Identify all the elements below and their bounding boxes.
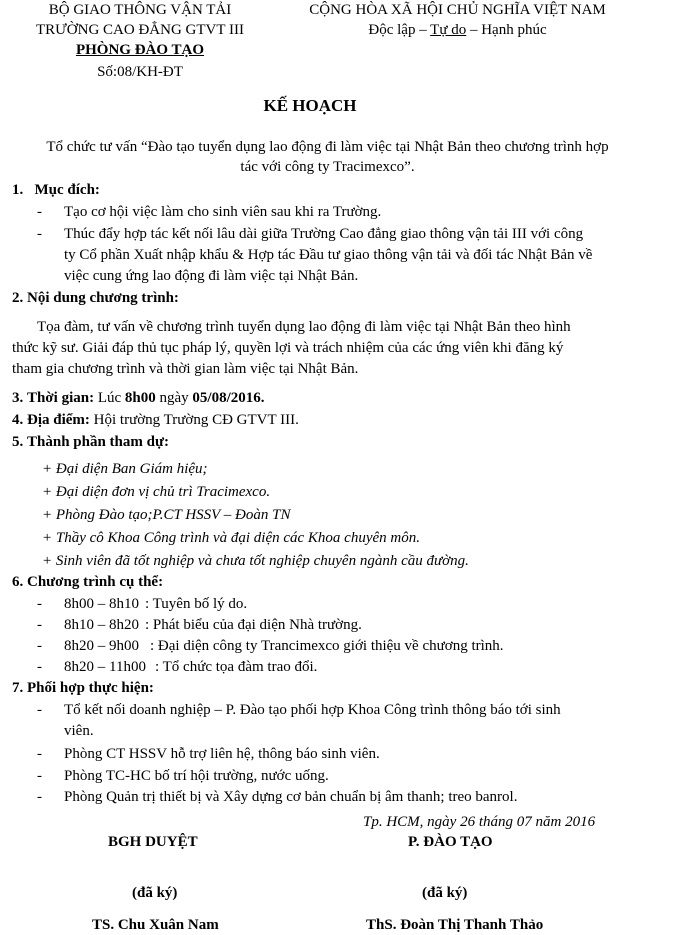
subtitle-line-2: tác với công ty Tracimexco”. (240, 159, 415, 175)
section-number: 7. (12, 680, 24, 696)
task-dash: - (37, 702, 42, 718)
section-number: 6. (12, 574, 24, 590)
attendee-item: + Đại diện Ban Giám hiệu; (42, 461, 208, 477)
page-title: KẾ HOẠCH (263, 96, 357, 115)
paragraph-line: tham gia chương trình và thời gian làm việc tại Nhật Bản. (12, 361, 359, 377)
task-text: viên. (64, 723, 94, 739)
list-item: - (37, 204, 42, 220)
paragraph-line: Tọa đàm, tư vấn về chương trình tuyển dụng lao động đi làm việc tại Nhật Bản theo hình (37, 319, 571, 335)
section-number: 4. (12, 412, 24, 428)
approver-signed: (đã ký) (132, 885, 178, 901)
section-6-heading (12, 572, 163, 592)
section-2-heading (12, 288, 179, 308)
place-date: Tp. HCM, ngày 26 tháng 07 năm 2016 (363, 814, 596, 830)
list-item-text: Tạo cơ hội việc làm cho sinh viên sau khi ra Trường. (64, 204, 382, 220)
section-title: Phối hợp thực hiện: (27, 680, 154, 696)
section-number: 3. (12, 390, 24, 406)
motto-part-1: Độc lập – (368, 22, 431, 38)
section-number: 2. (12, 290, 24, 306)
schedule-desc: : Phát biểu của đại diện Nhà trường. (145, 617, 362, 633)
section-title: Thành phần tham dự: (27, 434, 169, 450)
task-dash: - (37, 789, 42, 805)
schedule-time: 8h10 – 8h20 (64, 617, 139, 633)
section-title: Địa điểm: (27, 412, 90, 428)
list-item-text: Thúc đẩy hợp tác kết nối lâu dài giữa Trường Cao đẳng giao thông vận tải III với công (64, 226, 584, 242)
task-text: Phòng CT HSSV hỗ trợ liên hệ, thông báo sinh viên. (64, 746, 380, 762)
section-number: 5. (12, 434, 24, 450)
task-text: Phòng TC-HC bố trí hội trường, nước uống. (64, 768, 329, 784)
attendee-item: + Phòng Đào tạo;P.CT HSSV – Đoàn TN (42, 507, 291, 523)
attendee-item: + Sinh viên đã tốt nghiệp và chưa tốt nghiệp chuyên ngành cầu đường. (42, 553, 469, 569)
nation-name: CỘNG HÒA XÃ HỘI CHỦ NGHĨA VIỆT NAM (309, 2, 606, 18)
task-text: Phòng Quản trị thiết bị và Xây dựng cơ bản chuẩn bị âm thanh; treo banrol. (64, 789, 518, 805)
task-text: Tổ kết nối doanh nghiệp – P. Đào tạo phối hợp Khoa Công trình thông báo tới sinh (64, 702, 561, 718)
time-prefix: Lúc (94, 390, 125, 406)
schedule-dash: - (37, 596, 42, 612)
schedule-time: 8h20 – 9h00 (64, 638, 139, 654)
department-signer-title: P. ĐÀO TẠO (408, 834, 493, 850)
ministry-name: BỘ GIAO THÔNG VẬN TẢI (48, 2, 232, 18)
schedule-dash: - (37, 617, 42, 633)
event-location: Hội trường Trường CĐ GTVT III. (89, 412, 299, 428)
event-time: 8h00 (124, 390, 156, 406)
motto-part-3: – Hạnh phúc (466, 22, 547, 38)
section-1-heading (12, 180, 100, 200)
section-number: 1. (12, 182, 24, 198)
schedule-dash: - (37, 659, 42, 675)
approver-name: TS. Chu Xuân Nam (92, 917, 219, 933)
department-signer-name: ThS. Đoàn Thị Thanh Thảo (366, 917, 544, 933)
section-title: Mục đích: (34, 182, 100, 198)
section-7-heading (12, 678, 154, 698)
school-name: TRƯỜNG CAO ĐẲNG GTVT III (35, 22, 244, 38)
event-date: 05/08/2016. (192, 390, 265, 406)
task-dash: - (37, 768, 42, 784)
subtitle-line-1: Tổ chức tư vấn “Đào tạo tuyển dụng lao động đi làm việc tại Nhật Bản theo chương trình hợp (46, 139, 609, 155)
attendee-item: + Thầy cô Khoa Công trình và đại diện các Khoa chuyên môn. (42, 530, 420, 546)
department-signed: (đã ký) (422, 885, 468, 901)
header-left (10, 0, 270, 82)
schedule-time: 8h20 – 11h00 (64, 659, 146, 675)
list-item-text: ty Cổ phần Xuất nhập khẩu & Hợp tác Đầu tư giao thông vận tải và đối tác Nhật Bản về (64, 247, 593, 263)
schedule-desc: : Tuyên bố lý do. (145, 596, 248, 612)
document-number: Số:08/KH-ĐT (97, 64, 183, 80)
section-title: Thời gian: (27, 390, 95, 406)
list-item-text: việc cung ứng lao động đi làm việc tại Nhật Bản. (64, 268, 359, 284)
date-prefix: ngày (155, 390, 193, 406)
attendee-item: + Đại diện đơn vị chủ trì Tracimexco. (42, 484, 271, 500)
section-title: Nội dung chương trình: (27, 290, 179, 306)
motto-part-2: Tự do (430, 22, 467, 38)
paragraph-line: thức kỹ sư. Giải đáp thủ tục pháp lý, quyền lợi và trách nhiệm của các ứng viên khi đăng ký (12, 340, 564, 356)
department-name: PHÒNG ĐÀO TẠO (75, 42, 205, 58)
section-5-heading (12, 432, 169, 452)
list-item: - (37, 226, 42, 242)
header-right (285, 0, 630, 40)
motto (285, 20, 630, 40)
schedule-time: 8h00 – 8h10 (64, 596, 139, 612)
section-3-heading (12, 388, 265, 408)
approver-title: BGH DUYỆT (108, 834, 198, 850)
section-title: Chương trình cụ thể: (27, 574, 164, 590)
schedule-dash: - (37, 638, 42, 654)
schedule-desc: : Đại diện công ty Trancimexco giới thiệu về chương trình. (150, 638, 504, 654)
task-dash: - (37, 746, 42, 762)
schedule-desc: : Tổ chức tọa đàm trao đổi. (155, 659, 318, 675)
section-4-heading (12, 410, 299, 430)
